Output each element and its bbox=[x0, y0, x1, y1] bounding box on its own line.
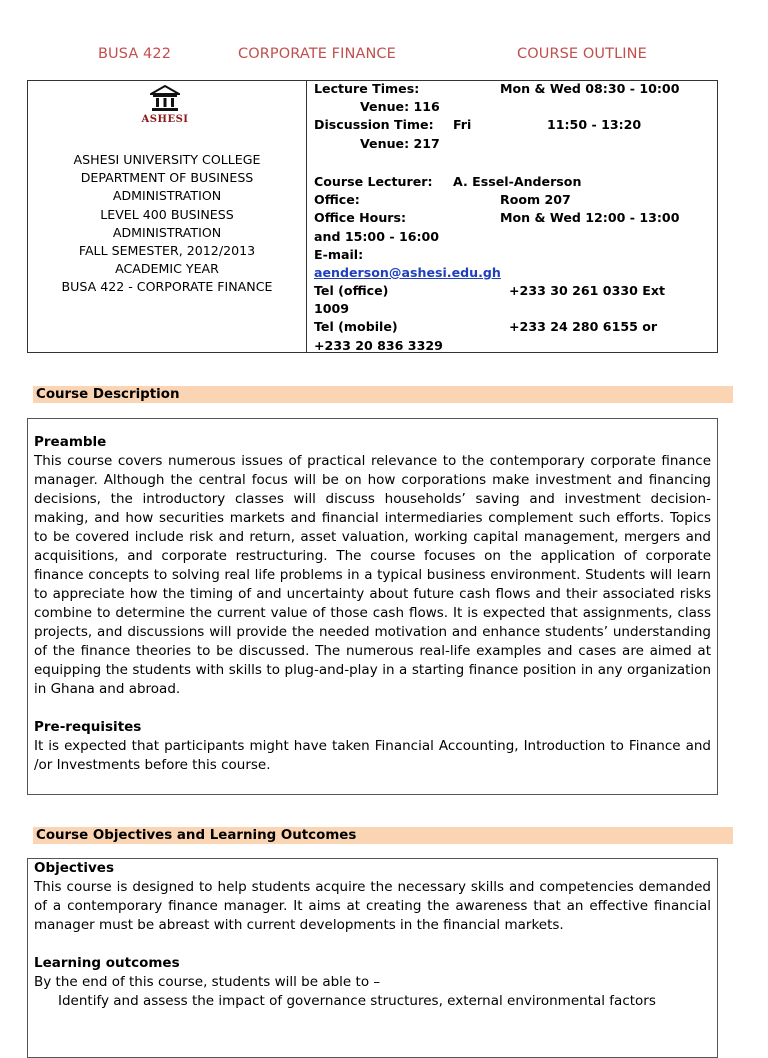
preamble-heading: Preamble bbox=[34, 434, 107, 450]
college-line: DEPARTMENT OF BUSINESS bbox=[80, 170, 254, 186]
office-hours-extra: and 15:00 - 16:00 bbox=[314, 228, 440, 244]
course-code-header: BUSA 422 bbox=[98, 46, 172, 62]
tel-office-ext: 1009 bbox=[314, 301, 350, 317]
objectives-box bbox=[27, 858, 718, 1058]
logo-wordmark: ASHESI bbox=[141, 114, 189, 125]
lecturer-name: A. Essel-Anderson bbox=[453, 173, 582, 189]
tel-mobile-value: +233 24 280 6155 or bbox=[509, 319, 658, 335]
doc-type-header: COURSE OUTLINE bbox=[517, 46, 647, 62]
college-line: ADMINISTRATION bbox=[112, 224, 222, 240]
office-hours-label: Office Hours: bbox=[314, 210, 407, 226]
course-info-table bbox=[27, 80, 718, 353]
learning-outcomes-heading: Learning outcomes bbox=[34, 955, 180, 971]
learning-outcomes-intro: By the end of this course, students will be able to – bbox=[34, 974, 381, 990]
lecture-times-value: Mon & Wed 08:30 - 10:00 bbox=[500, 81, 680, 96]
email-label: E-mail: bbox=[314, 246, 364, 262]
discussion-venue: Venue: 217 bbox=[360, 135, 440, 151]
prerequisites-heading: Pre-requisites bbox=[34, 719, 142, 735]
office-label: Office: bbox=[314, 192, 360, 208]
tel-office-value: +233 30 261 0330 Ext bbox=[509, 283, 665, 299]
tel-mobile-alt: +233 20 836 3329 bbox=[314, 337, 443, 353]
course-description-heading: Course Description bbox=[33, 386, 733, 403]
prerequisites-text: It is expected that participants might have taken Financial Accounting, Introduction to Finance and /or Investments before this course. bbox=[34, 738, 711, 773]
college-line: LEVEL 400 BUSINESS bbox=[100, 206, 234, 222]
college-line: BUSA 422 - CORPORATE FINANCE bbox=[61, 279, 273, 295]
preamble-text: This course covers numerous issues of practical relevance to the contemporary corporate finance manager. Although the central focus will be on how corporations make investment and financing decisions, the introductory classes will discuss households’ saving and investment decision-making, and how securities markets and financial intermediaries complement such efforts. Topics to be covered include risk and return, asset valuation, working capital management, mergers and acquisitions, and corporate restructuring. The course focuses on the application of corporate finance concepts to solving real life problems in a typical business environment. Students will learn to appreciate how the timing of and uncertainty about future cash flows and their associated risks combine to determine the current value of those cash flows. It is expected that assignments, class projects, and discussions will provide the needed motivation and enhance students’ understanding of the finance theories to be discussed. The numerous real-life examples and cases are aimed at equipping the students with skills to plug-and-play in a starting finance position in any organization in Ghana and abroad. bbox=[34, 453, 711, 697]
college-line: ASHESI UNIVERSITY COLLEGE bbox=[73, 152, 261, 167]
college-details bbox=[32, 151, 302, 297]
discussion-day: Fri bbox=[453, 117, 472, 133]
objectives-text: This course is designed to help students acquire the necessary skills and competencies demanded of a contemporary finance manager. It aims at creating the awareness that an effective financial manager must be abreast with current developments in the financial markets. bbox=[34, 879, 711, 933]
lecture-times-label: Lecture Times: bbox=[314, 81, 420, 96]
schedule-contact-cell bbox=[307, 81, 717, 352]
objectives-heading: Objectives bbox=[34, 860, 114, 876]
institution-building-icon bbox=[150, 85, 180, 113]
college-cell bbox=[28, 81, 307, 352]
office-hours-value: Mon & Wed 12:00 - 13:00 bbox=[500, 210, 680, 226]
discussion-label: Discussion Time: bbox=[314, 117, 434, 133]
discussion-time: 11:50 - 13:20 bbox=[547, 117, 642, 133]
college-line: ACADEMIC YEAR bbox=[115, 261, 219, 277]
tel-mobile-label: Tel (mobile) bbox=[314, 319, 398, 335]
learning-outcome-item: Identify and assess the impact of governance structures, external environmental factors bbox=[58, 993, 656, 1009]
tel-office-label: Tel (office) bbox=[314, 283, 389, 299]
email-link[interactable]: aenderson@ashesi.edu.gh bbox=[314, 264, 501, 280]
lecturer-label: Course Lecturer: bbox=[314, 173, 433, 189]
objectives-section-heading: Course Objectives and Learning Outcomes bbox=[33, 827, 733, 844]
ashesi-logo bbox=[135, 85, 195, 125]
course-title-header: CORPORATE FINANCE bbox=[238, 46, 396, 62]
college-line: FALL SEMESTER, 2012/2013 bbox=[78, 243, 256, 259]
lecture-venue: Venue: 116 bbox=[360, 99, 440, 115]
college-line: ADMINISTRATION bbox=[112, 188, 222, 204]
course-description-box bbox=[27, 418, 718, 795]
office-value: Room 207 bbox=[500, 192, 571, 208]
